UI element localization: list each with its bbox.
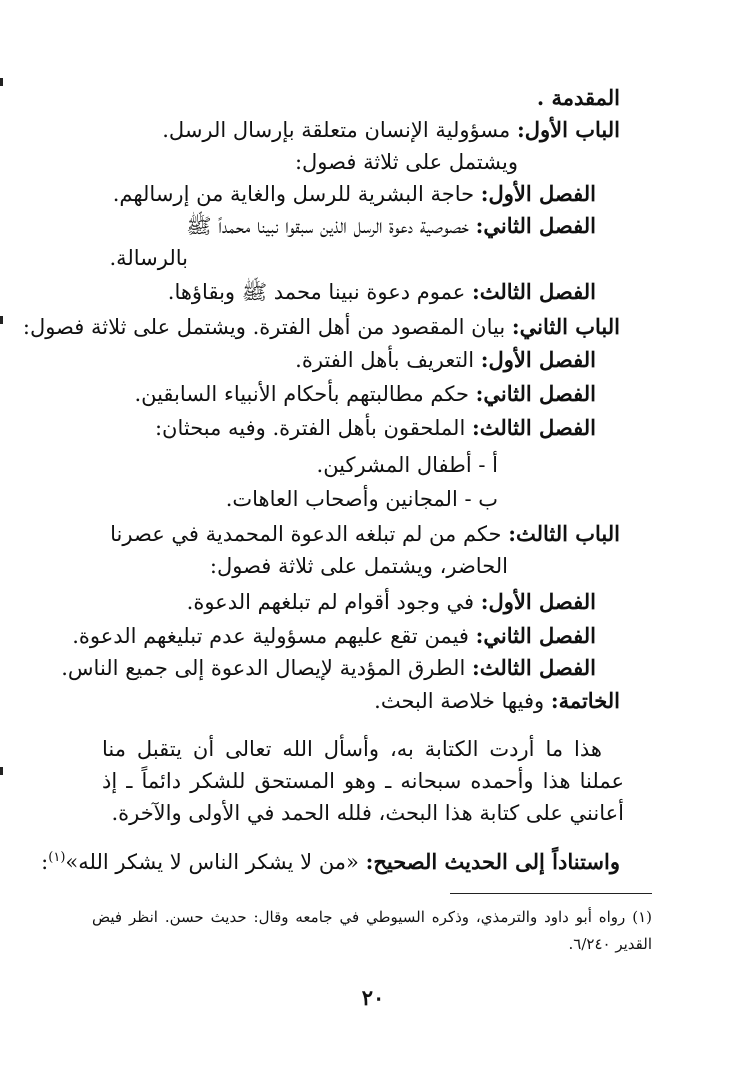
part2-subsection-a: أ - أطفال المشركين. (316, 453, 498, 477)
closing-paragraph: هذا ما أردت الكتابة به، وأسأل الله تعالى أن يتقبل منا عملنا هذا وأحمده سبحانه ـ وهو المستحق للشكر دائماً ـ إذ أعانني على كتابة هذا البحث، فلله الحمد في الأولى والآخرة. (102, 737, 624, 825)
hadith-footnote-ref: (١) (48, 850, 66, 865)
part2-line (23, 312, 620, 342)
hadith-intro: واستناداً إلى الحديث الصحيح: (365, 849, 620, 874)
hadith-end: : (41, 850, 49, 874)
part1-ch1-text: حاجة البشرية للرسل والغاية من إرسالهم. (112, 182, 481, 206)
part3-ch1-text: في وجود أقوام لم تبلغهم الدعوة. (186, 590, 481, 614)
part3-title: حكم من لم تبلغه الدعوة المحمدية في عصرنا (110, 522, 509, 546)
part3-label: الباب الثالث: (508, 521, 620, 546)
part1-ch2-text: خصوصية دعوة الرسل الذين سبقوا نبينا محمداً ﷺ (186, 214, 476, 238)
part2-ch2-text: حكم مطالبتهم بأحكام الأنبياء السابقين. (134, 382, 476, 406)
conclusion-line (374, 686, 620, 716)
part2-subsection-b: ب - المجانين وأصحاب العاهات. (225, 487, 498, 511)
part2-ch3-label: الفصل الثالث: (471, 415, 596, 440)
part3-chapter3 (61, 653, 596, 683)
part3-ch3-label: الفصل الثالث: (471, 655, 596, 680)
part1-chapter2 (186, 211, 596, 241)
part3-ch1-label: الفصل الأول: (480, 589, 596, 614)
part1-chapter2-continued: بالرسالة. (109, 246, 188, 270)
hadith-line (41, 843, 620, 877)
part2-chapter2 (134, 379, 596, 409)
part2-ch3-text: الملحقون بأهل الفترة. وفيه مبحثان: (154, 416, 472, 440)
part2-ch1-text: التعريف بأهل الفترة. (295, 348, 481, 372)
part1-ch3-text: عموم دعوة نبينا محمد ﷺ وبقاؤها. (167, 280, 472, 304)
part1-ch3-label: الفصل الثالث: (471, 279, 596, 304)
hadith-text: «من لا يشكر الناس لا يشكر الله» (65, 850, 366, 874)
part3-ch3-text: الطرق المؤدية لإيصال الدعوة إلى جميع الناس. (61, 656, 472, 680)
part3-chapter1 (187, 587, 596, 617)
footnote: (١) رواه أبو داود والترمذي، وذكره السيوطي في جامعه وقال: حديث حسن. انظر فيض القدير ٦/٢٤٠. (92, 908, 652, 953)
part3-ch2-text: فيمن تقع عليهم مسؤولية عدم تبليغهم الدعوة. (72, 624, 476, 648)
scan-edge-mark (0, 767, 3, 775)
part3-title-continued: الحاضر، ويشتمل على ثلاثة فصول: (209, 554, 508, 578)
part3-ch2-label: الفصل الثاني: (475, 623, 596, 648)
part1-line (162, 115, 620, 145)
conclusion-label: الخاتمة: (550, 688, 620, 713)
part2-chapter1 (295, 345, 596, 375)
part1-chapter3 (168, 277, 596, 307)
introduction-heading: المقدمة . (536, 85, 620, 110)
part2-label: الباب الثاني: (511, 314, 620, 339)
part2-ch2-label: الفصل الثاني: (475, 381, 596, 406)
part1-includes: ويشتمل على ثلاثة فصول: (294, 150, 518, 174)
part3-chapter2 (72, 621, 596, 651)
footnote-separator (450, 893, 652, 894)
part3-line (110, 519, 620, 549)
part1-label: الباب الأول: (516, 117, 620, 142)
part2-ch1-label: الفصل الأول: (480, 347, 596, 372)
part1-chapter1 (113, 179, 596, 209)
scan-edge-mark (0, 78, 3, 86)
conclusion-text: وفيها خلاصة البحث. (374, 689, 551, 713)
page-number: ٢٠ (361, 985, 385, 1010)
part1-ch2-label: الفصل الثاني: (475, 213, 596, 238)
part2-chapter3 (155, 413, 596, 443)
scan-edge-mark (0, 316, 3, 324)
part2-title: بيان المقصود من أهل الفترة. ويشتمل على ثلاثة فصول: (22, 315, 512, 339)
part1-ch1-label: الفصل الأول: (480, 181, 596, 206)
part1-title: مسؤولية الإنسان متعلقة بإرسال الرسل. (162, 118, 517, 142)
